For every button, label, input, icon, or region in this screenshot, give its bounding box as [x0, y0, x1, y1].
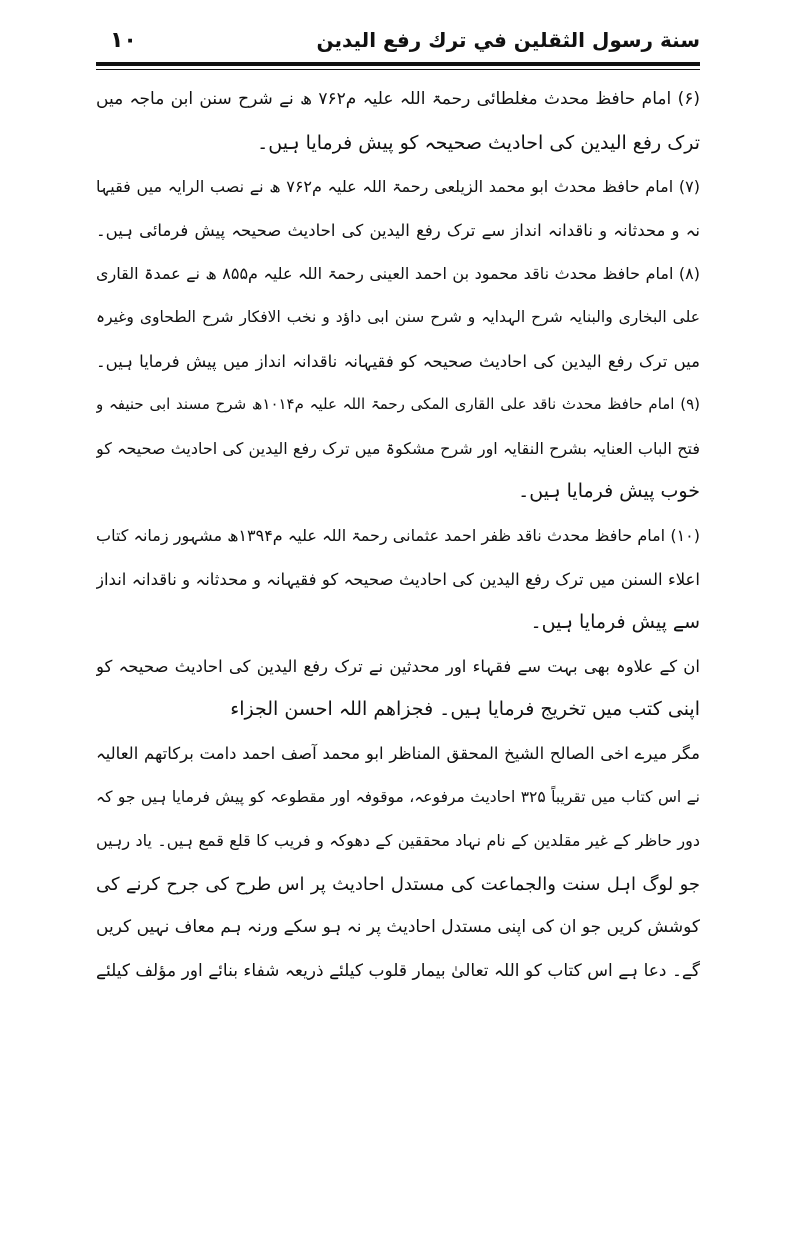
- text-line: ترک رفع الیدین کی احادیث صحیحہ کو پیش فرمایا ہیں۔: [257, 131, 700, 154]
- text-line: میں ترک رفع الیدین کی احادیث صحیحہ کو فقیہانہ ناقدانہ انداز میں پیش فرمایا ہیں۔: [96, 351, 700, 371]
- text-line: (۹) امام حافظ محدث ناقد علی القاری المکی رحمۃ اللہ علیہ م۱۰۱۴ھ شرح مسند ابی حنیفہ و: [96, 395, 700, 414]
- text-line: دور حاظر کے غیر مقلدین کے نام نہاد محققین کے دھوکہ و فریب کا قلع قمع ہیں۔ یاد رہیں: [96, 831, 700, 851]
- page-body: [96, 78, 700, 993]
- text-line: نہ و محدثانہ و ناقدانہ انداز سے ترک رفع الیدین کی احادیث صحیحہ پیش فرمائی ہیں۔: [96, 220, 700, 240]
- text-line: اعلاء السنن میں ترک رفع الیدین کی احادیث صحیحہ کو فقیہانہ و محدثانہ و ناقدانہ انداز: [96, 569, 700, 589]
- page-number: ١٠: [110, 28, 137, 53]
- text-line: ان کے علاوہ بھی بہت سے فقہاء اور محدثین نے ترک رفع الیدین کی احادیث صحیحہ کو: [96, 656, 700, 676]
- text-line: (۷) امام حافظ محدث ابو محمد الزیلعی رحمۃ اللہ علیہ م۷۶۲ ھ نے نصب الرایہ میں فقیہا: [96, 177, 700, 197]
- text-line: سے پیش فرمایا ہیں۔: [530, 611, 700, 634]
- text-line: خوب پیش فرمایا ہیں۔: [518, 480, 700, 503]
- text-line: فتح الباب العنایہ بشرح النقایہ اور شرح مشکوۃ میں ترک رفع الیدین کی احادیث صحیحہ کو: [96, 438, 700, 458]
- page-header: [96, 26, 700, 60]
- header-rule-thin: [96, 69, 700, 70]
- header-rule-thick: [96, 62, 700, 66]
- text-line: اپنی کتب میں تخریج فرمایا ہیں۔ فجزاھم اللہ احسن الجزاء: [230, 698, 700, 721]
- text-line: مگر میرے اخی الصالح الشیخ المحقق المناظر ابو محمد آصف احمد دامت برکاتھم العالیہ: [96, 743, 700, 763]
- text-line: گے۔ دعا ہے اس کتاب کو اللہ تعالیٰ بیمار قلوب کیلئے ذریعہ شفاء بنائے اور مؤلف کیلئے: [96, 960, 700, 981]
- text-line: کوشش کریں جو ان کی اپنی مستدل احادیث پر نہ ہو سکے ورنہ ہم معاف نہیں کریں: [96, 917, 700, 938]
- text-line: نے اس کتاب میں تقریباً ۳۲۵ احادیث مرفوعہ، موقوفہ اور مقطوعہ کو پیش فرمایا ہیں جو کہ: [96, 787, 700, 806]
- text-line: علی البخاری والبنایہ شرح الہدایہ و شرح سنن ابی داؤد و نخب الافکار شرح الطحاوی وغیرہ: [96, 307, 700, 326]
- text-line: (۶) امام حافظ محدث مغلطائی رحمۃ اللہ علیہ م۷۶۲ ھ نے شرح سنن ابن ماجہ میں: [96, 89, 700, 109]
- text-line: جو لوگ اہل سنت والجماعت کی مستدل احادیث پر اس طرح کی جرح کرنے کی: [96, 873, 700, 895]
- text-line: (۱۰) امام حافظ محدث ناقد ظفر احمد عثمانی رحمۃ اللہ علیہ م۱۳۹۴ھ مشہور زمانہ کتاب: [96, 525, 700, 545]
- running-title: سنة رسول الثقلين في ترك رفع اليدين: [316, 28, 700, 52]
- text-line: (۸) امام حافظ محدث ناقد محمود بن احمد العینی رحمۃ اللہ علیہ م۸۵۵ ھ نے عمدۃ القاری: [96, 264, 700, 284]
